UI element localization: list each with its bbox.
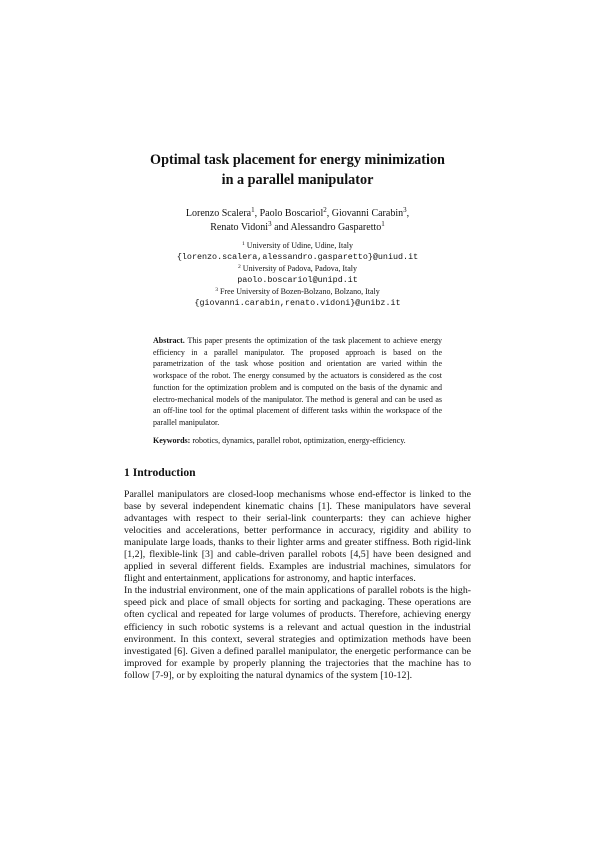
author-affil-marker: 3 bbox=[268, 220, 272, 229]
title-line-1: Optimal task placement for energy minimization bbox=[150, 152, 445, 168]
abstract bbox=[153, 335, 442, 429]
author-affil-marker: 1 bbox=[251, 206, 255, 215]
section-heading: 1 Introduction bbox=[124, 466, 196, 479]
abstract-text: This paper presents the optimization of the task placement to achieve energy efficiency in a parallel manipulator. The proposed approach is based on the parametrization of the task whose position and orientation are varied within the workspace of the robot. The energy consumed by the actuators is considered as the cost function for the optimization problem and is computed on the basis of the dynamic and electro-mechanical models of the manipulator. The method is general and can be used as an off-line tool for the optimal placement of different tasks within the workspace of the parallel manipulator. bbox=[153, 336, 442, 427]
section-body bbox=[124, 489, 471, 682]
author-line-2 bbox=[100, 221, 495, 235]
affiliation-marker: 3 bbox=[215, 287, 219, 294]
affiliation-name: $^2$ University of Padova, Padova, Italy bbox=[238, 264, 357, 274]
affiliation-marker: 2 bbox=[238, 264, 241, 271]
author-affil-marker: 3 bbox=[403, 206, 407, 215]
author-name: , Giovanni Carabin bbox=[326, 208, 404, 219]
author-line-1 bbox=[100, 207, 495, 221]
author-list bbox=[100, 207, 495, 235]
affiliation-block bbox=[90, 240, 505, 310]
affiliation-email: {giovanni.carabin,renato.vidoni}@unibz.it bbox=[194, 297, 401, 308]
body-paragraph: In the industrial environment, one of the main applications of parallel robots is the high-speed pick and place of small objects for sorting and packaging. These operations are often cyclical and repeated for large volumes of products. Therefore, achieving energy efficiency in such robotic systems is a relevant and actual question in the industrial environment. In this context, several strategies and optimization methods have been investigated [6]. Given a defined parallel manipulator, the energetic performance can be improved for example by properly planning the trajectories that the machine has to follow [7-9], or by exploiting the natural dynamics of the system [10-12]. bbox=[124, 585, 471, 681]
author-separator: , bbox=[406, 208, 410, 219]
affiliation-email: {lorenzo.scalera,alessandro.gasparetto}@uniud.it bbox=[176, 251, 419, 262]
keywords-text: robotics, dynamics, parallel robot, optimization, energy-efficiency. bbox=[190, 436, 406, 445]
keywords-label: Keywords: bbox=[153, 436, 191, 445]
affiliation-email: paolo.boscariol@unipd.it bbox=[237, 274, 358, 285]
affiliation-name: $^1$ University of Udine, Udine, Italy bbox=[242, 240, 353, 250]
paper-title bbox=[100, 150, 495, 190]
body-paragraph: Parallel manipulators are closed-loop mechanisms whose end-effector is linked to the base by several independent kinematic chains [1]. These manipulators have several advantages with respect to their serial-link counterparts: they can achieve higher velocities and accelerations, better performance in accuracy, rigidity and ability to manipulate large loads, thanks to their lighter arms and greater stiffness. Both rigid-link [1,2], flexible-link [3] and cable-driven parallel robots [4,5] have been designed and applied in several different fields. Examples are industrial machines, simulators for flight and entertainment, applications for astronomy, and haptic interfaces. bbox=[124, 489, 471, 585]
keywords bbox=[153, 435, 442, 447]
abstract-label: Abstract. bbox=[153, 336, 185, 345]
author-name: Renato Vidoni bbox=[210, 222, 269, 233]
author-affil-marker: 1 bbox=[381, 220, 385, 229]
author-name: , Paolo Boscariol bbox=[254, 208, 324, 219]
affiliation-name: $^3$ Free University of Bozen-Bolzano, Bolzano, Italy bbox=[215, 287, 380, 297]
author-affil-marker: 2 bbox=[323, 206, 327, 215]
affiliation-marker: 1 bbox=[242, 240, 245, 247]
author-name: and Alessandro Gasparetto bbox=[271, 222, 382, 233]
title-line-2: in a parallel manipulator bbox=[221, 172, 374, 188]
author-name: Lorenzo Scalera bbox=[185, 208, 252, 219]
